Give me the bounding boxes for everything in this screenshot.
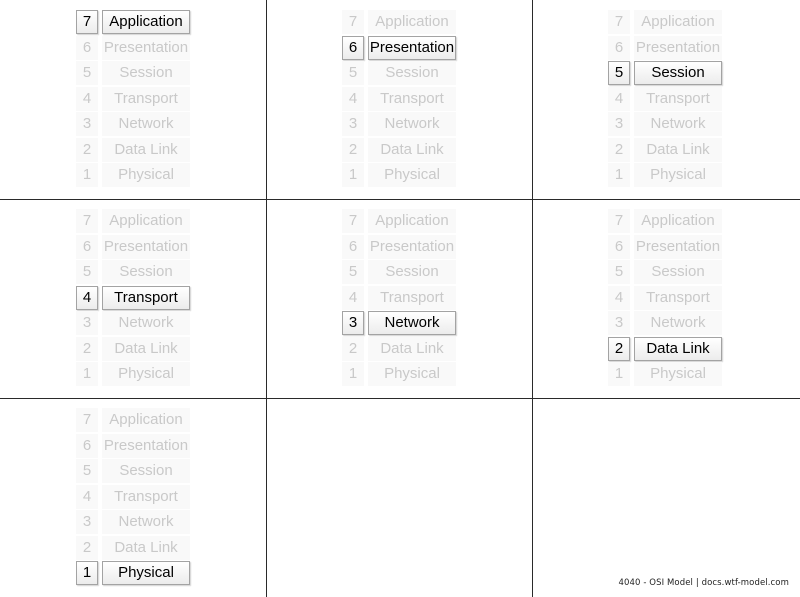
layer-row-7	[342, 10, 458, 36]
layer-name: Session	[368, 260, 456, 284]
layer-number: 5	[76, 260, 98, 284]
layer-name: Application	[102, 10, 190, 34]
layer-name: Data Link	[102, 138, 190, 162]
layer-name: Physical	[368, 362, 456, 386]
osi-panel-6	[267, 0, 533, 199]
layer-name: Network	[634, 311, 722, 335]
layer-name: Physical	[634, 163, 722, 187]
layer-row-2	[76, 138, 192, 164]
layer-row-7	[76, 209, 192, 235]
layer-name: Data Link	[634, 138, 722, 162]
layer-name: Session	[634, 61, 722, 85]
layer-name: Presentation	[368, 235, 456, 259]
layer-row-2	[608, 337, 724, 363]
layer-row-6	[608, 235, 724, 261]
layer-row-2	[76, 337, 192, 363]
osi-panel-4	[0, 199, 266, 398]
layer-number: 2	[76, 536, 98, 560]
layer-number: 5	[608, 260, 630, 284]
layer-number: 2	[608, 337, 630, 361]
layer-name: Transport	[634, 286, 722, 310]
layer-name: Data Link	[102, 337, 190, 361]
layer-number: 7	[608, 209, 630, 233]
layer-name: Physical	[634, 362, 722, 386]
layer-name: Transport	[102, 485, 190, 509]
osi-layer-stack	[342, 209, 458, 388]
layer-name: Network	[634, 112, 722, 136]
layer-name: Physical	[102, 163, 190, 187]
osi-layer-stack	[608, 10, 724, 189]
layer-row-7	[342, 209, 458, 235]
osi-panel-1	[0, 398, 266, 597]
layer-row-3	[76, 510, 192, 536]
layer-row-4	[76, 485, 192, 511]
layer-number: 1	[608, 163, 630, 187]
layer-number: 5	[608, 61, 630, 85]
layer-number: 6	[608, 36, 630, 60]
layer-row-3	[76, 311, 192, 337]
layer-number: 2	[76, 337, 98, 361]
layer-number: 1	[76, 362, 98, 386]
layer-number: 2	[342, 337, 364, 361]
layer-name: Physical	[102, 362, 190, 386]
layer-name: Session	[102, 61, 190, 85]
layer-name: Network	[102, 510, 190, 534]
layer-row-1	[342, 163, 458, 189]
layer-name: Application	[368, 209, 456, 233]
layer-number: 2	[608, 138, 630, 162]
layer-row-5	[76, 61, 192, 87]
layer-name: Transport	[368, 286, 456, 310]
layer-number: 4	[342, 286, 364, 310]
layer-number: 5	[342, 260, 364, 284]
layer-number: 6	[608, 235, 630, 259]
layer-row-4	[608, 286, 724, 312]
osi-layer-stack	[608, 209, 724, 388]
layer-row-3	[608, 311, 724, 337]
layer-name: Data Link	[634, 337, 722, 361]
layer-row-5	[76, 459, 192, 485]
layer-name: Application	[634, 209, 722, 233]
layer-number: 3	[342, 112, 364, 136]
osi-layer-stack	[76, 209, 192, 388]
layer-row-6	[76, 434, 192, 460]
layer-number: 1	[342, 163, 364, 187]
layer-number: 2	[342, 138, 364, 162]
layer-name: Physical	[368, 163, 456, 187]
layer-row-4	[608, 87, 724, 113]
layer-row-3	[342, 311, 458, 337]
layer-name: Transport	[368, 87, 456, 111]
layer-number: 7	[608, 10, 630, 34]
layer-row-2	[342, 138, 458, 164]
layer-name: Physical	[102, 561, 190, 585]
layer-number: 6	[76, 235, 98, 259]
layer-number: 7	[342, 10, 364, 34]
layer-row-2	[608, 138, 724, 164]
layer-name: Presentation	[634, 235, 722, 259]
layer-number: 1	[342, 362, 364, 386]
osi-panel-3	[267, 199, 533, 398]
layer-number: 4	[76, 87, 98, 111]
layer-name: Network	[368, 112, 456, 136]
osi-layer-stack	[76, 408, 192, 587]
osi-panel-7	[0, 0, 266, 199]
layer-number: 1	[76, 561, 98, 585]
layer-row-3	[342, 112, 458, 138]
layer-name: Session	[102, 260, 190, 284]
layer-row-5	[76, 260, 192, 286]
layer-row-6	[342, 36, 458, 62]
layer-name: Network	[102, 112, 190, 136]
osi-layer-stack	[342, 10, 458, 189]
layer-number: 6	[342, 235, 364, 259]
layer-name: Network	[368, 311, 456, 335]
layer-row-5	[608, 61, 724, 87]
layer-name: Session	[634, 260, 722, 284]
layer-number: 7	[342, 209, 364, 233]
layer-name: Presentation	[102, 434, 190, 458]
layer-number: 4	[608, 286, 630, 310]
layer-number: 3	[342, 311, 364, 335]
layer-name: Data Link	[102, 536, 190, 560]
layer-row-2	[76, 536, 192, 562]
osi-panel-2	[534, 199, 800, 398]
layer-row-1	[608, 362, 724, 388]
layer-number: 4	[76, 485, 98, 509]
layer-row-4	[342, 87, 458, 113]
footer-credit: 4040 - OSI Model | docs.wtf-model.com	[618, 578, 789, 588]
layer-name: Network	[102, 311, 190, 335]
layer-row-4	[76, 286, 192, 312]
layer-row-5	[342, 61, 458, 87]
layer-number: 7	[76, 209, 98, 233]
layer-number: 6	[76, 36, 98, 60]
layer-number: 1	[76, 163, 98, 187]
layer-name: Presentation	[634, 36, 722, 60]
layer-name: Transport	[102, 286, 190, 310]
osi-panel-5	[534, 0, 800, 199]
layer-row-1	[608, 163, 724, 189]
layer-name: Presentation	[102, 235, 190, 259]
layer-number: 5	[76, 459, 98, 483]
layer-name: Session	[368, 61, 456, 85]
layer-name: Presentation	[368, 36, 456, 60]
layer-name: Data Link	[368, 138, 456, 162]
layer-row-7	[76, 408, 192, 434]
layer-name: Data Link	[368, 337, 456, 361]
layer-number: 3	[608, 311, 630, 335]
layer-row-4	[76, 87, 192, 113]
layer-name: Transport	[634, 87, 722, 111]
layer-row-6	[76, 235, 192, 261]
layer-number: 3	[76, 510, 98, 534]
layer-name: Transport	[102, 87, 190, 111]
layer-number: 6	[342, 36, 364, 60]
layer-row-1	[76, 163, 192, 189]
layer-name: Session	[102, 459, 190, 483]
layer-name: Application	[368, 10, 456, 34]
layer-number: 4	[342, 87, 364, 111]
layer-row-6	[76, 36, 192, 62]
layer-row-3	[608, 112, 724, 138]
layer-row-2	[342, 337, 458, 363]
layer-number: 4	[76, 286, 98, 310]
layer-row-1	[342, 362, 458, 388]
layer-number: 3	[608, 112, 630, 136]
layer-name: Application	[102, 209, 190, 233]
osi-layer-stack	[76, 10, 192, 189]
layer-number: 6	[76, 434, 98, 458]
layer-row-1	[76, 561, 192, 587]
layer-name: Application	[102, 408, 190, 432]
layer-number: 5	[76, 61, 98, 85]
layer-number: 7	[76, 408, 98, 432]
layer-name: Presentation	[102, 36, 190, 60]
layer-row-7	[608, 10, 724, 36]
layer-number: 1	[608, 362, 630, 386]
layer-row-5	[342, 260, 458, 286]
layer-number: 3	[76, 311, 98, 335]
layer-number: 4	[608, 87, 630, 111]
layer-row-6	[608, 36, 724, 62]
layer-row-1	[76, 362, 192, 388]
layer-number: 5	[342, 61, 364, 85]
layer-row-4	[342, 286, 458, 312]
layer-row-3	[76, 112, 192, 138]
layer-row-7	[608, 209, 724, 235]
layer-row-5	[608, 260, 724, 286]
layer-row-6	[342, 235, 458, 261]
layer-number: 7	[76, 10, 98, 34]
layer-row-7	[76, 10, 192, 36]
layer-number: 3	[76, 112, 98, 136]
layer-name: Application	[634, 10, 722, 34]
layer-number: 2	[76, 138, 98, 162]
